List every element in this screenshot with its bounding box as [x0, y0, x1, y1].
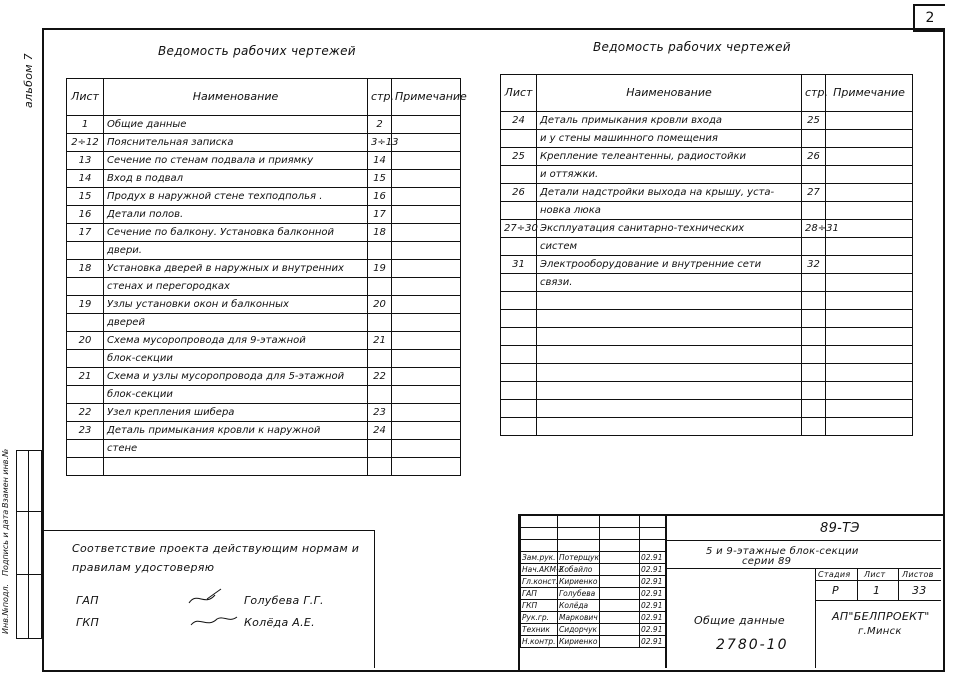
cell-note	[826, 400, 913, 418]
cert-role-gkp: ГКП	[76, 616, 100, 629]
cell-page	[368, 314, 392, 332]
staff-date: 02.91	[640, 624, 667, 636]
staff-name: Потерщук	[559, 552, 600, 562]
staff-role: ГАП	[521, 588, 558, 600]
cell-page: 25	[802, 112, 826, 130]
certification-line-2: правилам удостоверяю	[72, 561, 215, 574]
cell-note	[392, 422, 461, 440]
cell-page: 23	[368, 404, 392, 422]
cell-sheet: 31	[501, 256, 537, 274]
cell-page	[802, 418, 826, 436]
header-page: стр.	[368, 79, 392, 116]
cell-page	[802, 274, 826, 292]
cell-page	[368, 386, 392, 404]
cell-name: Вход в подвал	[104, 170, 368, 188]
staff-signature	[600, 612, 640, 624]
header-name: Наименование	[537, 75, 802, 112]
staff-date: 02.91	[640, 636, 667, 648]
cell-page	[802, 382, 826, 400]
cell-sheet: 16	[67, 206, 104, 224]
cell-note	[826, 238, 913, 256]
cell-note	[826, 184, 913, 202]
cell-note	[826, 202, 913, 220]
cell-page: 3÷13	[368, 134, 392, 152]
right-register-table	[500, 74, 913, 436]
cell-page	[802, 292, 826, 310]
staff-signature	[600, 636, 640, 648]
staff-row	[521, 576, 667, 588]
staff-signature	[600, 564, 640, 576]
cell-page	[802, 400, 826, 418]
cell-sheet: 27÷30	[501, 220, 537, 238]
cell-name	[537, 418, 802, 436]
cell-page: 26	[802, 148, 826, 166]
table-row	[67, 206, 461, 224]
staff-role: Рук.гр.	[521, 612, 558, 624]
cell-name: Эксплуатация санитарно-технических	[537, 220, 802, 238]
staff-name: Маркович	[559, 612, 598, 622]
table-row	[501, 166, 913, 184]
cell-sheet: 15	[67, 188, 104, 206]
table-row	[501, 238, 913, 256]
cell-page: 22	[368, 368, 392, 386]
cell-page	[802, 166, 826, 184]
sheet-value: 1	[873, 584, 881, 597]
staff-signature	[600, 600, 640, 612]
table-row	[67, 170, 461, 188]
table-row	[67, 332, 461, 350]
cell-name: Сечение по стенам подвала и приямку	[104, 152, 368, 170]
header-sheet: Лист	[501, 75, 537, 112]
table-row	[67, 458, 461, 476]
cell-sheet	[501, 274, 537, 292]
cell-note	[826, 328, 913, 346]
cell-name: Схема и узлы мусоропровода для 5-этажной	[104, 368, 368, 386]
cell-sheet	[501, 238, 537, 256]
table-row	[501, 112, 913, 130]
table-row	[67, 440, 461, 458]
cell-name	[537, 310, 802, 328]
cell-sheet: 26	[501, 184, 537, 202]
cell-name	[537, 346, 802, 364]
cell-sheet: 1	[67, 116, 104, 134]
header-sheet: Лист	[67, 79, 104, 116]
cell-page	[368, 278, 392, 296]
cell-note	[392, 386, 461, 404]
table-row	[67, 404, 461, 422]
staff-role: ГКП	[521, 600, 558, 612]
staff-row	[521, 600, 667, 612]
table-row	[501, 382, 913, 400]
organization: АП"БЕЛПРОЕКТ"	[832, 610, 930, 623]
cell-sheet: 23	[67, 422, 104, 440]
cell-note	[392, 152, 461, 170]
table-row	[501, 220, 913, 238]
staff-role: Нач.АКМ-2	[522, 564, 564, 574]
cell-sheet	[501, 400, 537, 418]
header-name: Наименование	[104, 79, 368, 116]
cell-sheet	[67, 350, 104, 368]
cell-sheet	[501, 418, 537, 436]
left-table-title: Ведомость рабочих чертежей	[158, 44, 356, 58]
cell-name: Деталь примыкания кровли входа	[537, 112, 802, 130]
cell-name: Узел крепления шибера	[104, 404, 368, 422]
cell-name: Детали надстройки выхода на крышу, уста-	[537, 184, 802, 202]
staff-row	[521, 552, 667, 564]
cell-note	[392, 224, 461, 242]
table-row	[67, 260, 461, 278]
staff-name: Кобайло	[558, 564, 600, 576]
cell-name: и оттяжки.	[537, 166, 802, 184]
cell-name: Установка дверей в наружных и внутренних	[104, 260, 368, 278]
table-row	[501, 364, 913, 382]
staff-name: Кириенко	[558, 636, 600, 648]
cell-name	[537, 364, 802, 382]
cell-name: Детали полов.	[104, 206, 368, 224]
cell-name: Схема мусоропровода для 9-этажной	[104, 332, 368, 350]
table-row	[67, 242, 461, 260]
cell-name	[537, 400, 802, 418]
cell-sheet	[501, 130, 537, 148]
cell-note	[392, 170, 461, 188]
table-row	[501, 148, 913, 166]
header-note: Примечание	[392, 79, 461, 116]
cell-note	[826, 130, 913, 148]
table-row	[67, 134, 461, 152]
staff-row	[521, 564, 667, 576]
cell-note	[826, 346, 913, 364]
cell-name: новка люка	[537, 202, 802, 220]
cell-page: 17	[368, 206, 392, 224]
stage-value: Р	[832, 584, 839, 597]
staff-name: Голубева	[558, 588, 600, 600]
cell-name: Электрооборудование и внутренние сети	[537, 256, 802, 274]
cell-note	[826, 310, 913, 328]
table-row	[67, 224, 461, 242]
stage-header: Стадия	[818, 570, 851, 579]
sheet-title: Общие данные	[694, 614, 785, 627]
cell-note	[826, 364, 913, 382]
cell-name: систем	[537, 238, 802, 256]
cell-note	[392, 188, 461, 206]
cell-page: 2	[368, 116, 392, 134]
sheets-value: 33	[912, 584, 927, 597]
cell-note	[392, 368, 461, 386]
cell-note	[826, 382, 913, 400]
staff-role: Зам.рук.	[522, 552, 556, 562]
cell-sheet: 24	[501, 112, 537, 130]
cell-note	[392, 134, 461, 152]
cell-sheet: 17	[67, 224, 104, 242]
table-row	[501, 400, 913, 418]
staff-row	[521, 624, 667, 636]
archive-number: 2780-10	[716, 637, 789, 653]
cell-name	[104, 458, 368, 476]
cert-name-gkp: Колёда А.Е.	[244, 616, 315, 629]
cell-page	[368, 242, 392, 260]
cell-name: двери.	[104, 242, 368, 260]
cell-page: 21	[368, 332, 392, 350]
cell-note	[392, 440, 461, 458]
cell-name: Сечение по балкону. Установка балконной	[104, 224, 368, 242]
cell-sheet: 25	[501, 148, 537, 166]
cell-note	[392, 206, 461, 224]
cell-sheet	[501, 346, 537, 364]
table-row	[67, 188, 461, 206]
cell-page	[802, 364, 826, 382]
cell-page	[368, 440, 392, 458]
cell-name	[537, 382, 802, 400]
staff-row	[521, 636, 667, 648]
signature-scribble	[185, 585, 245, 633]
staff-date: 02.91	[640, 588, 667, 600]
cell-page	[802, 346, 826, 364]
cell-sheet	[501, 292, 537, 310]
page-number: 2	[925, 10, 935, 26]
staff-date: 02.91	[640, 576, 667, 588]
cert-name-gap: Голубева Г.Г.	[244, 594, 324, 607]
staff-role: Гл.конст.	[522, 576, 559, 586]
staff-name: Колёда	[558, 600, 600, 612]
cell-sheet	[501, 166, 537, 184]
cell-name	[537, 328, 802, 346]
table-row	[67, 422, 461, 440]
cell-sheet	[67, 386, 104, 404]
cell-name: стене	[104, 440, 368, 458]
table-row	[67, 152, 461, 170]
doc-code: 89-ТЭ	[820, 521, 860, 536]
cell-sheet: 20	[67, 332, 104, 350]
cell-note	[826, 112, 913, 130]
right-table-title: Ведомость рабочих чертежей	[593, 40, 791, 54]
cert-role-gap: ГАП	[76, 594, 99, 607]
staff-name: Сидорчук	[558, 624, 600, 636]
staff-signature-table	[520, 515, 667, 648]
album-label: альбом 7	[22, 53, 35, 108]
cell-note	[826, 418, 913, 436]
cell-name: блок-секции	[104, 386, 368, 404]
cell-page	[802, 310, 826, 328]
cell-sheet: 18	[67, 260, 104, 278]
stamp-label-replace: Взамен инв.№	[1, 448, 10, 508]
staff-row	[521, 612, 667, 624]
staff-signature	[600, 576, 640, 588]
cell-sheet	[501, 328, 537, 346]
cell-note	[392, 350, 461, 368]
table-row	[501, 292, 913, 310]
cell-note	[392, 278, 461, 296]
cell-page	[802, 238, 826, 256]
staff-role: Н.контр.	[522, 636, 556, 646]
cell-name: стенах и перегородках	[104, 278, 368, 296]
cell-note	[392, 332, 461, 350]
cell-note	[392, 296, 461, 314]
staff-signature	[600, 624, 640, 636]
cell-sheet: 2÷12	[67, 134, 104, 152]
table-row	[501, 328, 913, 346]
cell-note	[826, 256, 913, 274]
cell-sheet	[501, 382, 537, 400]
cell-name: Пояснительная записка	[104, 134, 368, 152]
table-row	[501, 274, 913, 292]
table-row	[67, 296, 461, 314]
cell-sheet	[67, 458, 104, 476]
cell-page: 14	[368, 152, 392, 170]
cell-sheet	[501, 202, 537, 220]
cell-sheet	[67, 440, 104, 458]
project-series: серии 89	[742, 556, 792, 567]
cell-page	[802, 202, 826, 220]
cell-name: дверей	[104, 314, 368, 332]
cell-sheet: 14	[67, 170, 104, 188]
cell-sheet: 21	[67, 368, 104, 386]
table-row	[67, 350, 461, 368]
sheets-header: Листов	[902, 570, 934, 579]
cell-name: связи.	[537, 274, 802, 292]
cell-sheet	[67, 314, 104, 332]
cell-note	[392, 116, 461, 134]
cell-page: 24	[368, 422, 392, 440]
table-row	[67, 278, 461, 296]
cell-note	[392, 458, 461, 476]
cell-note	[392, 404, 461, 422]
staff-signature	[600, 552, 640, 564]
sheet-header: Лист	[864, 570, 886, 579]
certification-line-1: Соответствие проекта действующим нормам и	[72, 542, 360, 555]
staff-date: 02.91	[640, 612, 667, 624]
table-row	[67, 368, 461, 386]
cell-name: Узлы установки окон и балконных	[104, 296, 368, 314]
left-register-table	[66, 78, 467, 476]
cell-page	[802, 328, 826, 346]
cell-page: 16	[368, 188, 392, 206]
cell-name: и у стены машинного помещения	[537, 130, 802, 148]
cell-sheet: 13	[67, 152, 104, 170]
staff-date: 02.91	[640, 564, 667, 576]
left-stamp-column	[16, 450, 42, 639]
cell-sheet	[67, 278, 104, 296]
cell-note	[392, 242, 461, 260]
cell-name	[537, 292, 802, 310]
city: г.Минск	[858, 626, 902, 637]
cell-sheet	[501, 310, 537, 328]
cell-name: Общие данные	[104, 116, 368, 134]
staff-row	[521, 588, 667, 600]
table-row	[501, 418, 913, 436]
cell-page: 18	[368, 224, 392, 242]
cell-name: Крепление телеантенны, радиостойки	[537, 148, 802, 166]
staff-date: 02.91	[640, 552, 667, 564]
table-row	[67, 386, 461, 404]
cell-name: блок-секции	[104, 350, 368, 368]
table-row	[67, 116, 461, 134]
cell-page: 15	[368, 170, 392, 188]
staff-signature	[600, 588, 640, 600]
stamp-label-signature: Подпись и дата	[1, 509, 10, 576]
cell-note	[392, 314, 461, 332]
header-page: стр.	[802, 75, 826, 112]
table-row	[67, 314, 461, 332]
cell-sheet	[501, 364, 537, 382]
table-row	[501, 130, 913, 148]
stamp-label-inventory: Инв.№подл.	[1, 583, 10, 634]
cell-page: 32	[802, 256, 826, 274]
table-row	[501, 202, 913, 220]
cell-sheet: 19	[67, 296, 104, 314]
cell-page	[368, 458, 392, 476]
staff-name: Кириенко	[558, 576, 600, 588]
cell-note	[826, 292, 913, 310]
header-note: Примечание	[826, 75, 913, 112]
cell-note	[826, 166, 913, 184]
table-row	[501, 184, 913, 202]
project-name: 5 и 9-этажные блок-секции	[706, 546, 859, 557]
cell-name: Деталь примыкания кровли к наружной	[104, 422, 368, 440]
table-row	[501, 256, 913, 274]
staff-date: 02.91	[640, 600, 667, 612]
table-row	[501, 310, 913, 328]
cell-note	[392, 260, 461, 278]
cell-page: 28÷31	[802, 220, 826, 238]
cell-page	[802, 130, 826, 148]
cell-page: 27	[802, 184, 826, 202]
cell-note	[826, 148, 913, 166]
cell-note	[826, 274, 913, 292]
cell-sheet	[67, 242, 104, 260]
cell-sheet: 22	[67, 404, 104, 422]
table-row	[501, 346, 913, 364]
cell-page: 20	[368, 296, 392, 314]
cell-page: 19	[368, 260, 392, 278]
cell-name: Продух в наружной стене техподполья .	[104, 188, 368, 206]
cell-page	[368, 350, 392, 368]
staff-role: Техник	[521, 624, 558, 636]
